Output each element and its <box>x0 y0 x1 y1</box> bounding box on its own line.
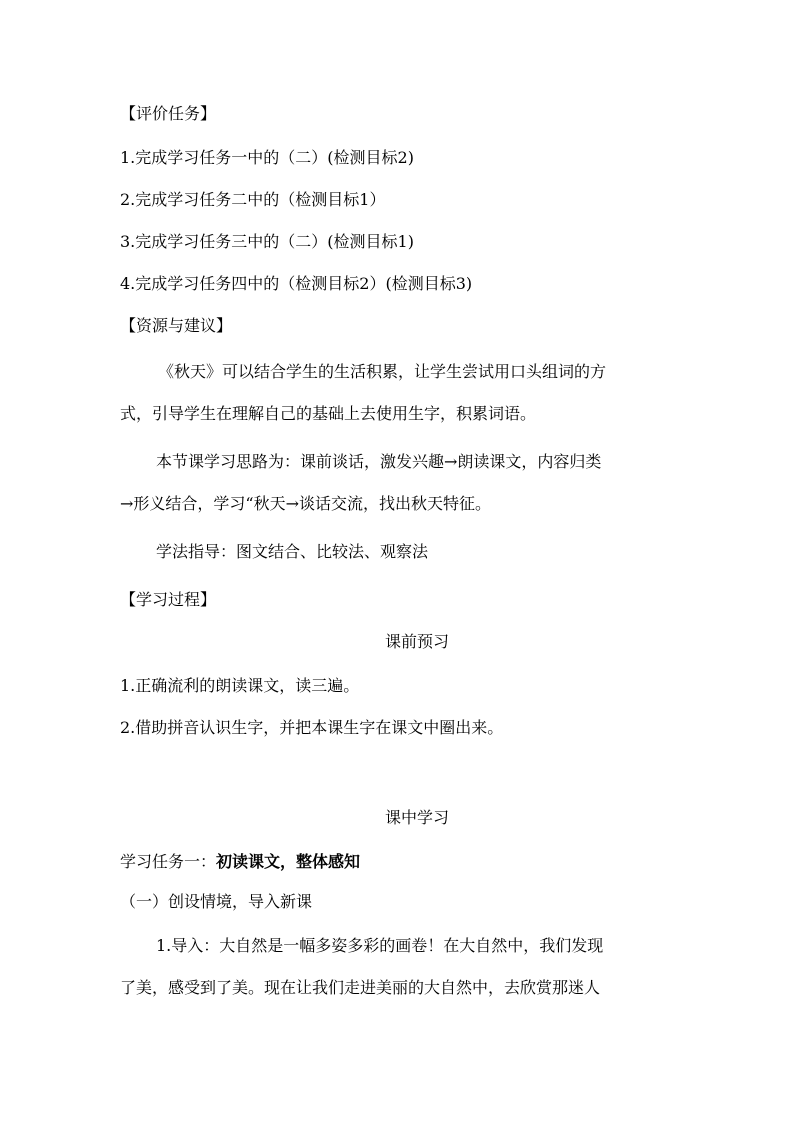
class-study-title: 课中学习 <box>384 808 449 827</box>
intro-line-1: 1.导入：大自然是一幅多姿多彩的画卷！在大自然中，我们发现 <box>156 936 604 955</box>
task1-label: 学习任务一： <box>120 852 217 871</box>
resources-para2-line1: 本节课学习思路为：课前谈话，激发兴趣→朗读课文，内容归类 <box>156 452 602 471</box>
resources-para3: 学法指导：图文结合、比较法、观察法 <box>156 542 429 561</box>
eval-task-item-2: 2.完成学习任务二中的（检测目标1） <box>120 190 386 209</box>
preview-item-1: 1.正确流利的朗读课文，读三遍。 <box>120 676 360 695</box>
resources-para1-line1: 《秋天》可以结合学生的生活积累，让学生尝试用口头组词的方 <box>158 362 607 381</box>
eval-task-item-3: 3.完成学习任务三中的（二）(检测目标1) <box>120 232 414 251</box>
eval-task-item-1: 1.完成学习任务一中的（二）(检测目标2) <box>120 148 414 167</box>
preview-title: 课前预习 <box>384 632 449 651</box>
section-1-heading: （一）创设情境，导入新课 <box>120 892 313 911</box>
task1-heading <box>120 852 360 872</box>
process-heading: 【学习过程】 <box>120 590 217 609</box>
eval-tasks-heading: 【评价任务】 <box>120 104 217 123</box>
resources-para2-line2: →形义结合，学习“秋天→谈话交流，找出秋天特征。 <box>120 494 491 513</box>
resources-para1-line2: 式，引导学生在理解自己的基础上去使用生字，积累词语。 <box>120 404 537 423</box>
task1-title: 初读课文，整体感知 <box>216 852 361 871</box>
resources-heading: 【资源与建议】 <box>120 316 233 335</box>
eval-task-item-4: 4.完成学习任务四中的（检测目标2）(检测目标3) <box>120 274 473 293</box>
preview-item-2: 2.借助拼音认识生字，并把本课生字在课文中圈出来。 <box>120 718 504 737</box>
intro-line-2: 了美，感受到了美。现在让我们走进美丽的大自然中，去欣赏那迷人 <box>120 978 601 997</box>
